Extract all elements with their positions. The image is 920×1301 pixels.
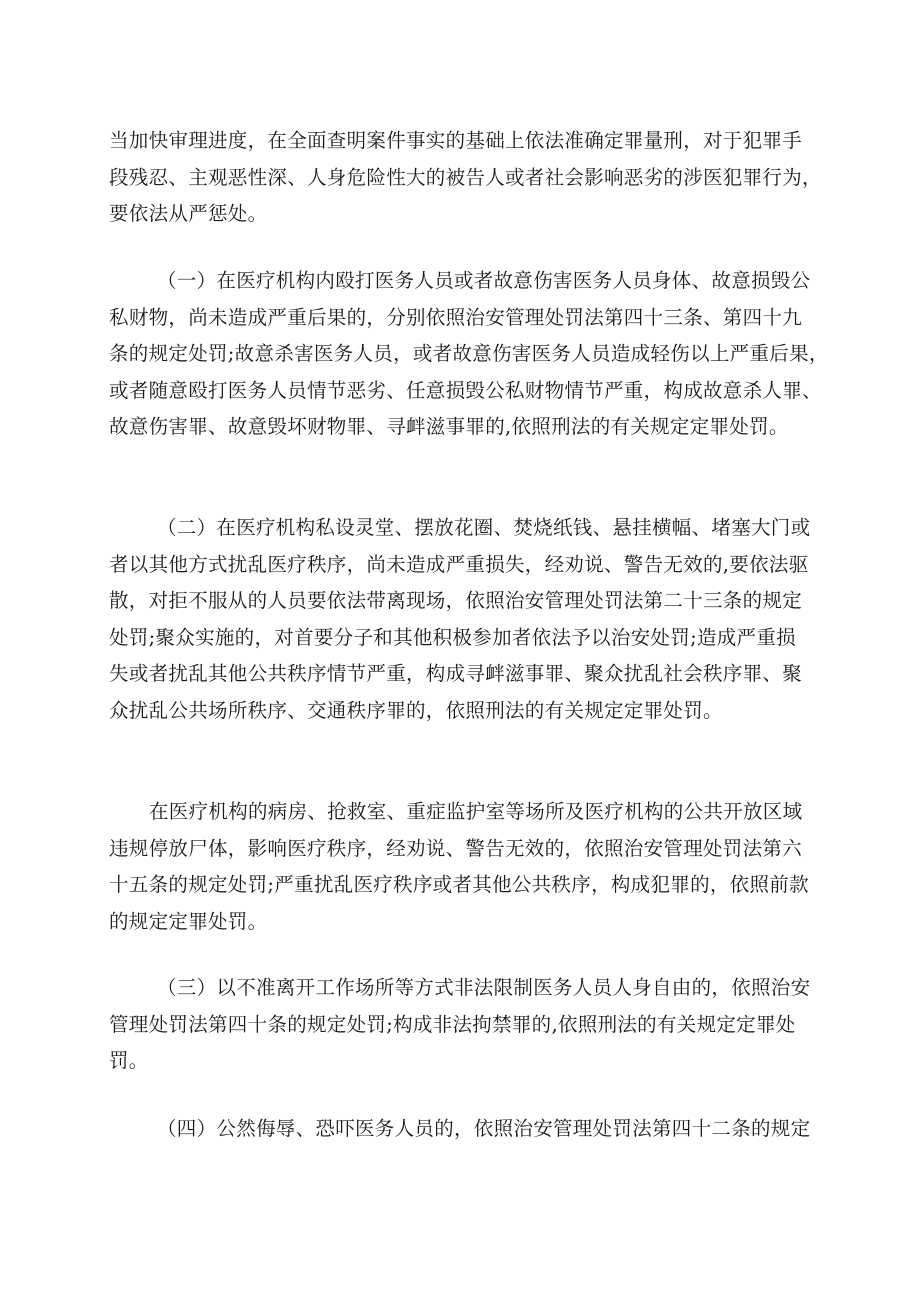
text-line: 者以其他方式扰乱医疗秩序，尚未造成严重损失，经劝说、警告无效的,要依法驱 [109, 552, 809, 576]
text-line: 段残忍、主观恶性深、人身危险性大的被告人或者社会影响恶劣的涉医犯罪行为， [109, 165, 822, 189]
text-line: 或者随意殴打医务人员情节恶劣、任意损毁公私财物情节严重，构成故意杀人罪、 [109, 378, 822, 402]
text-line: （四）公然侮辱、恐吓医务人员的，依照治安管理处罚法第四十二条的规定 [157, 1117, 811, 1140]
text-line: （一）在医疗机构内殴打医务人员或者故意伤害医务人员身体、故意损毁公 [157, 269, 811, 292]
text-line: 失或者扰乱其他公共秩序情节严重，构成寻衅滋事罪、聚众扰乱社会秩序罪、聚 [109, 662, 803, 685]
paragraph-continuation [109, 123, 822, 233]
text-line: 当加快审理进度，在全面查明案件事实的基础上依法准确定罪量刑，对于犯罪手 [109, 129, 803, 152]
paragraph-item-1 [109, 263, 829, 446]
text-line: 十五条的规定处罚;严重扰乱医疗秩序或者其他公共秩序，构成犯罪的，依照前款 [109, 873, 809, 896]
text-line: 要依法从严惩处。 [109, 202, 268, 225]
paragraph-item-2 [109, 510, 819, 729]
text-line: 私财物，尚未造成严重后果的，分别依照治安管理处罚法第四十三条、第四十九 [109, 305, 803, 329]
text-line: （二）在医疗机构私设灵堂、摆放花圈、焚烧纸钱、悬挂横幅、堵塞大门或 [157, 516, 811, 539]
text-line: 众扰乱公共场所秩序、交通秩序罪的，依照刑法的有关规定定罪处罚。 [109, 698, 723, 722]
paragraph-item-4 [109, 1111, 819, 1148]
text-line: 故意伤害罪、故意毁坏财物罪、寻衅滋事罪的,依照刑法的有关规定定罪处罚。 [109, 415, 789, 438]
text-line: 管理处罚法第四十条的规定处罚;构成非法拘禁罪的,依照刑法的有关规定定罪处 [109, 1012, 796, 1036]
text-line: 在医疗机构的病房、抢救室、重症监护室等场所及医疗机构的公共开放区域 [149, 800, 803, 823]
text-line: （三）以不准离开工作场所等方式非法限制医务人员人身自由的，依照治安 [157, 976, 811, 999]
text-line: 处罚;聚众实施的，对首要分子和其他积极参加者依法予以治安处罚;造成严重损 [109, 625, 796, 649]
text-line: 的规定定罪处罚。 [109, 909, 268, 933]
text-line: 散，对拒不服从的人员要依法带离现场，依照治安管理处罚法第二十三条的规定 [109, 589, 803, 612]
text-line: 条的规定处罚;故意杀害医务人员，或者故意伤害医务人员造成轻伤以上严重后果， [109, 342, 829, 365]
text-line: 罚。 [109, 1049, 149, 1072]
paragraph-corpse [109, 794, 819, 940]
paragraph-item-3 [109, 970, 819, 1080]
text-line: 违规停放尸体，影响医疗秩序，经劝说、警告无效的，依照治安管理处罚法第六 [109, 836, 803, 860]
